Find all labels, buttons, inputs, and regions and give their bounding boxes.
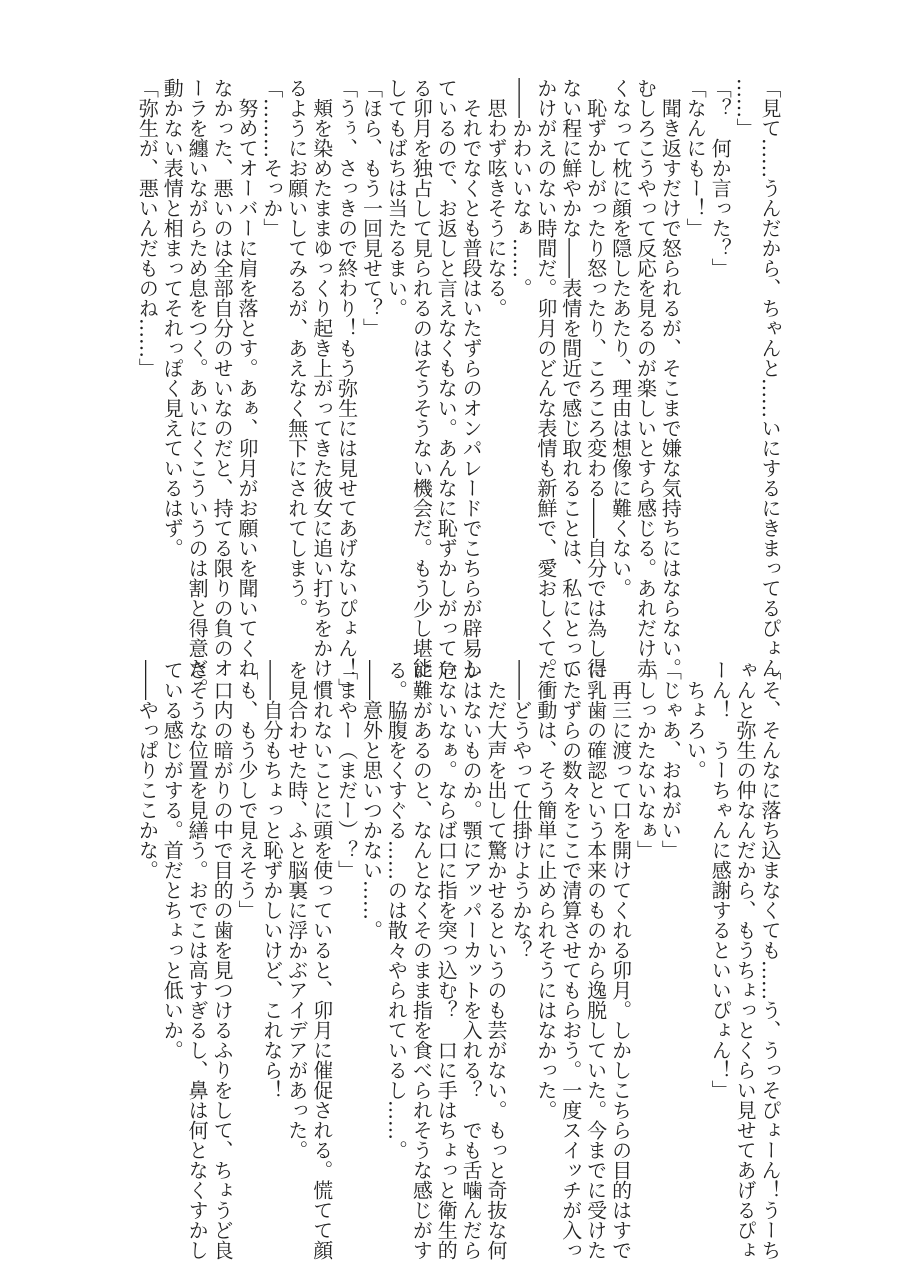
text-line: ない程に鮮やかな――表情を間近で感じ取れることは、私にとって — [558, 78, 583, 678]
text-line: してもばちは当たるまい。 — [384, 78, 409, 318]
text-line: 頬を染めたままゆっくり起き上がってきた彼女に追い打ちをかけ — [309, 78, 334, 678]
text-line: 口内の暗がりの中で目的の歯を見つけるふりをして、ちょうど良 — [210, 660, 235, 1260]
text-line: に乳歯の確認という本来のものから逸脱していた。今までに受けた — [583, 660, 608, 1260]
text-line: 「ほら、もう一回見せて？」 — [359, 78, 384, 338]
text-line: ちょろい。 — [683, 660, 708, 780]
text-line: なかった、悪いのは全部自分のせいなのだと、持てる限りの負のオ — [210, 78, 235, 678]
text-line: 聞き返すだけで怒られるが、そこまで嫌な気持ちにはならない。 — [658, 78, 683, 678]
text-line: 「まやー（まだー）？」 — [334, 660, 359, 880]
text-line: 「見て……うんだから、ちゃんと……いにするにきまってるぴょん — [758, 78, 782, 678]
text-line: それでなくとも普段はいたずらのオンパレードでこちらが辟易し — [459, 78, 484, 678]
text-line: た衝動は、そう簡単に止められそうにはなかった。 — [533, 660, 558, 1120]
lower-text-block — [132, 660, 782, 1260]
text-line: 危ないなぁ。ならば口に指を突っ込む？ 口に手はちょっと衛生的 — [434, 660, 459, 1260]
text-line: 「そ、そんなに落ち込まなくても……う、うっそぴょーん！うーち — [758, 660, 782, 1260]
text-line: 思わず呟きそうになる。 — [484, 78, 509, 318]
text-line: 恥ずかしがったり怒ったり、ころころ変わる――自分では為し得 — [583, 78, 608, 678]
text-line: る。脇腹をくすぐる……のは散々やられているし……。 — [384, 660, 409, 1160]
text-line: 「も、もう少しで見えそう」 — [234, 660, 259, 920]
text-line: 努めてオーバーに肩を落とす。あぁ、卯月がお願いを聞いてくれ — [234, 78, 259, 678]
text-line: さそうな位置を見繕う。おでこは高すぎるし、鼻は何となくすかし — [185, 660, 210, 1260]
text-line: くなって枕に顔を隠したあたり、理由は想像に難くない。 — [608, 78, 633, 598]
text-line: ――やっぱりここかな。 — [135, 660, 160, 880]
text-line: ーラを纏いながらため息をつく。あいにくこういうのは割と得意だ。 — [185, 78, 210, 698]
upper-text-block — [132, 78, 782, 698]
text-line: 「うぅ、さっきので終わり！もう弥生には見せてあげないぴょん！」 — [334, 78, 359, 698]
text-line: 「………そっか」 — [259, 78, 284, 238]
text-line: むしろこうやって反応を見るのが楽しいとすら感じる。あれだけ赤 — [633, 78, 658, 678]
text-line: 慣れないことに頭を使っていると、卯月に催促される。慌てて顔 — [309, 660, 334, 1260]
text-line: 再三に渡って口を開けてくれる卯月。しかしこちらの目的はすで — [608, 660, 633, 1260]
text-line: 「弥生が、悪いんだものね……」 — [135, 78, 160, 378]
text-line: るようにお願いしてみるが、あえなく無下にされてしまう。 — [284, 78, 309, 618]
text-line: いたずらの数々をここで清算させてもらおう。一度スイッチが入っ — [558, 660, 583, 1260]
text-line: 「しっかたないなぁ」 — [633, 660, 658, 860]
text-line: ゃんと弥生の仲なんだから、もうちょっとくらい見せてあげるぴょ — [733, 660, 758, 1260]
text-line: 動かない表情と相まってそれっぽく見えているはず。 — [160, 78, 185, 558]
text-line: ……」 — [733, 78, 758, 138]
text-line: 「なんにもー！」 — [683, 78, 708, 238]
text-line: かはないものか。顎にアッパーカットを入れる？ でも舌噛んだら — [459, 660, 484, 1260]
text-line: ーん！ うーちゃんに感謝するといいぴょん！」 — [708, 660, 733, 1100]
text-line: ているので、お返しと言えなくもない。あんなに恥ずかしがってい — [434, 78, 459, 678]
text-line: る卯月を独占して見られるのはそうそうない機会だ。もう少し堪能 — [409, 78, 434, 678]
text-line: を見合わせた時、ふと脳裏に浮かぶアイデアがあった。 — [284, 660, 309, 1160]
text-line: ――どうやって仕掛けようかな？ — [508, 660, 533, 960]
text-line: ただ大声を出して驚かせるというのも芸がない。もっと奇抜な何 — [484, 660, 509, 1260]
text-line: に難があるのと、なんとなくそのまま指を食べられそうな感じがす — [409, 660, 434, 1260]
text-line: ――かわいいなぁ……。 — [508, 78, 533, 298]
text-line: ――自分もちょっと恥ずかしいけど、これなら！ — [259, 660, 284, 1100]
text-line: ――意外と思いつかない……。 — [359, 660, 384, 940]
text-line: ている感じがする。首だとちょっと低いか。 — [160, 660, 185, 1060]
text-line: 「じゃあ、おねがい」 — [658, 660, 683, 860]
text-line: 「？ 何か言った？」 — [708, 78, 733, 278]
text-line: かけがえのない時間だ。卯月のどんな表情も新鮮で、愛おしくて。 — [533, 78, 558, 678]
